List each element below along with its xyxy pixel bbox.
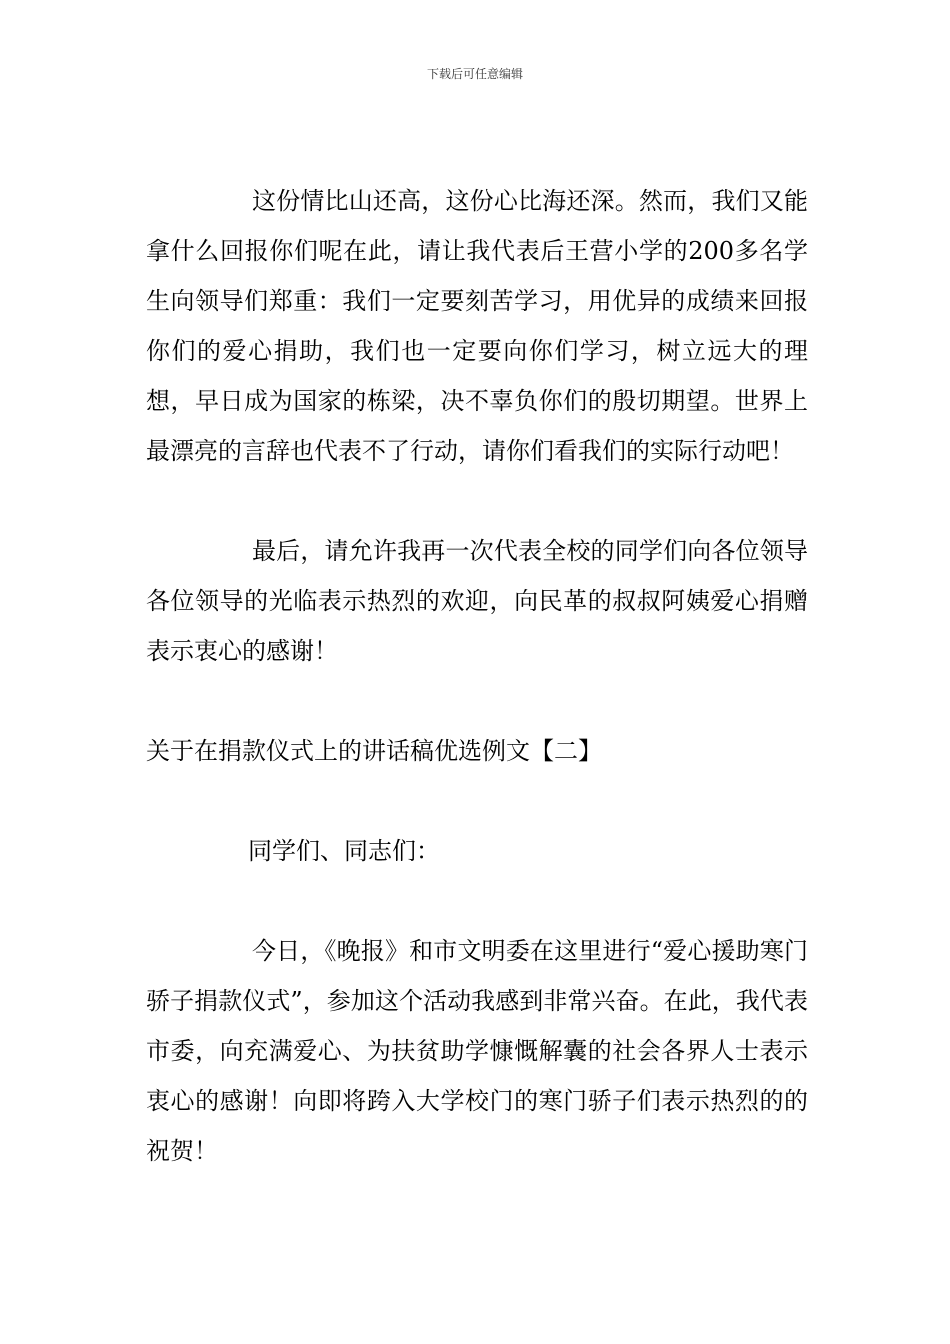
paragraph-spacer <box>146 676 808 726</box>
paragraph-spacer <box>146 476 808 526</box>
paragraph-spacer <box>146 776 808 826</box>
salutation: 同学们、同志们： <box>248 837 440 865</box>
section-heading: 关于在捐款仪式上的讲话稿优选例文【二】 <box>146 737 602 765</box>
paragraph-ceremony-intro: 今日，《晚报》和市文明委在这里进行“爱心援助寒门骄子捐款仪式”，参加这个活动我感到非常兴奋。在此，我代表市委，向充满爱心、为扶贫助学慷慨解囊的社会各界人士表示衷心的感谢！向即将跨入大学校门的寒门骄子们表示热烈的的祝贺！ <box>146 937 808 1165</box>
paragraph-gratitude: 这份情比山还高，这份心比海还深。然而，我们又能拿什么回报你们呢在此，请让我代表后王营小学的200多名学生向领导们郑重：我们一定要刻苦学习，用优异的成绩来回报你们的爱心捐助，我们也一定要向你们学习，树立远大的理想，早日成为国家的栋梁，决不辜负你们的殷切期望。世界上最漂亮的言辞也代表不了行动，请你们看我们的实际行动吧！ <box>146 187 808 465</box>
document-body <box>146 176 808 1176</box>
page-header-note: 下载后可任意编辑 <box>426 67 523 81</box>
paragraph-spacer <box>146 876 808 926</box>
paragraph-closing-thanks: 最后，请允许我再一次代表全校的同学们向各位领导各位领导的光临表示热烈的欢迎，向民革的叔叔阿姨爱心捐赠表示衷心的感谢！ <box>146 537 808 665</box>
